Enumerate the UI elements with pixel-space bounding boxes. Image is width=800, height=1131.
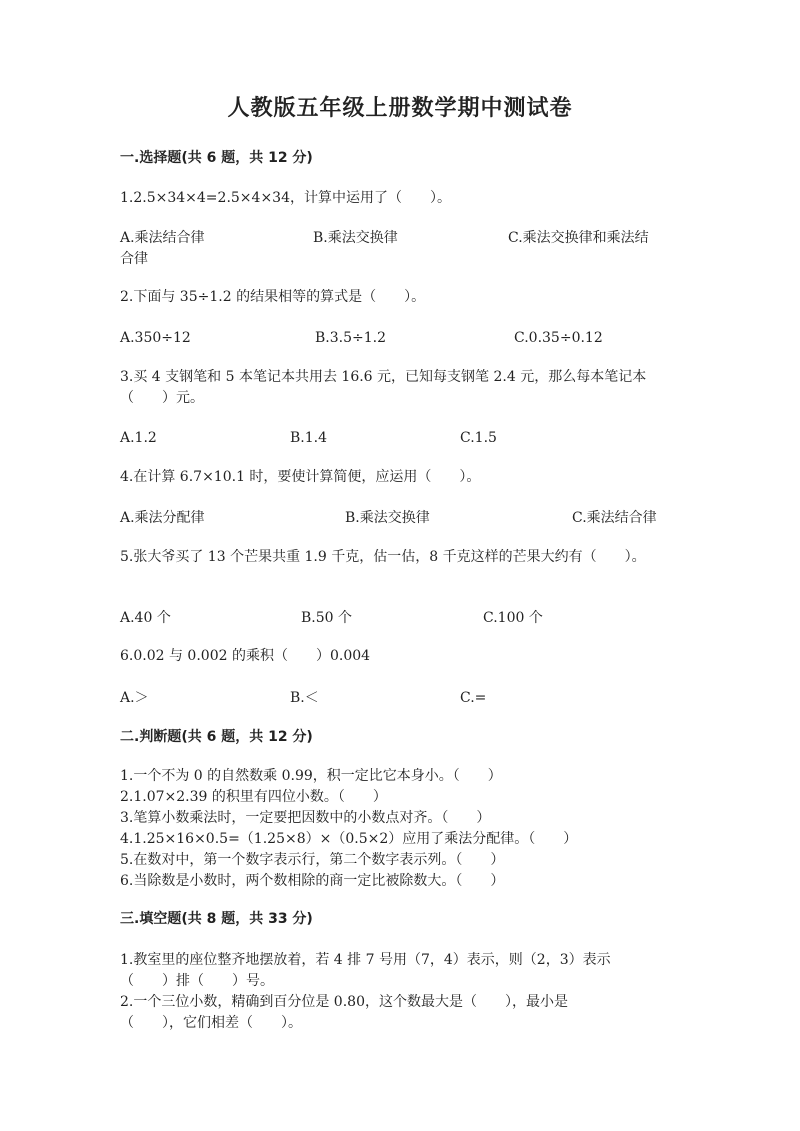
judgement-item: 2.1.07×2.39 的积里有四位小数。（ ）: [120, 789, 387, 805]
question-2-option-a: A.350÷12: [120, 330, 191, 346]
question-4-text: 4.在计算 6.7×10.1 时，要使计算简便，应运用（ ）。: [120, 469, 481, 485]
question-3-text: 3.买 4 支钢笔和 5 本笔记本共用去 16.6 元，已知每支钢笔 2.4 元，那么每本笔记本（ ）元。: [120, 369, 647, 406]
judgement-item: 5.在数对中，第一个数字表示行，第二个数字表示列。（ ）: [120, 852, 505, 868]
question-6-option-c: C.=: [460, 690, 487, 706]
question-2-option-b: B.3.5÷1.2: [315, 330, 386, 346]
section-heading-fill-blank: 三.填空题(共 8 题，共 33 分): [120, 911, 313, 927]
question-3-option-b: B.1.4: [290, 430, 328, 446]
question-2-option-c: C.0.35÷0.12: [514, 330, 603, 346]
fill-blank-line: 1.教室里的座位整齐地摆放着，若 4 排 7 号用（7，4）表示，则（2，3）表示: [120, 952, 611, 968]
fill-blank-line: （ ），它们相差（ ）。: [120, 1015, 302, 1031]
question-4-option-c: C.乘法结合律: [572, 510, 657, 526]
fill-blank-line: （ ）排（ ）号。: [120, 973, 274, 989]
question-5-option-c: C.100 个: [483, 610, 543, 626]
judgement-item: 1.一个不为 0 的自然数乘 0.99，积一定比它本身小。（ ）: [120, 768, 502, 784]
judgement-item: 3.笔算小数乘法时，一定要把因数中的小数点对齐。（ ）: [120, 810, 491, 826]
section-heading-judgement: 二.判断题(共 6 题，共 12 分): [120, 729, 313, 745]
question-1-option-a: A.乘法结合律: [120, 230, 205, 246]
question-3-option-c: C.1.5: [460, 430, 497, 446]
question-1-text: 1.2.5×34×4=2.5×4×34，计算中运用了（ ）。: [120, 190, 451, 206]
question-4-option-a: A.乘法分配律: [120, 510, 205, 526]
question-6-option-b: B.＜: [290, 690, 319, 706]
question-1-option-c: C.乘法交换律和乘法结: [508, 230, 649, 246]
fill-blank-line: 2.一个三位小数，精确到百分位是 0.80，这个数最大是（ ），最小是: [120, 994, 568, 1010]
question-5-option-b: B.50 个: [301, 610, 353, 626]
judgement-item: 6.当除数是小数时，两个数相除的商一定比被除数大。（ ）: [120, 873, 505, 889]
page-title: 人教版五年级上册数学期中测试卷: [227, 95, 573, 121]
section-heading-choice: 一.选择题(共 6 题，共 12 分): [120, 150, 313, 166]
question-6-text: 6.0.02 与 0.002 的乘积（ ）0.004: [120, 648, 371, 664]
question-3-option-a: A.1.2: [120, 430, 157, 446]
question-1-option-c-wrap: 合律: [120, 251, 148, 267]
question-1-option-b: B.乘法交换律: [313, 230, 398, 246]
question-4-option-b: B.乘法交换律: [345, 510, 430, 526]
question-6-option-a: A.＞: [120, 690, 149, 706]
judgement-item: 4.1.25×16×0.5=（1.25×8）×（0.5×2）应用了乘法分配律。（ ）: [120, 831, 578, 847]
question-5-option-a: A.40 个: [120, 610, 171, 626]
question-2-text: 2.下面与 35÷1.2 的结果相等的算式是（ ）。: [120, 289, 426, 305]
question-5-text: 5.张大爷买了 13 个芒果共重 1.9 千克，估一估，8 千克这样的芒果大约有（ ）。: [120, 549, 646, 565]
